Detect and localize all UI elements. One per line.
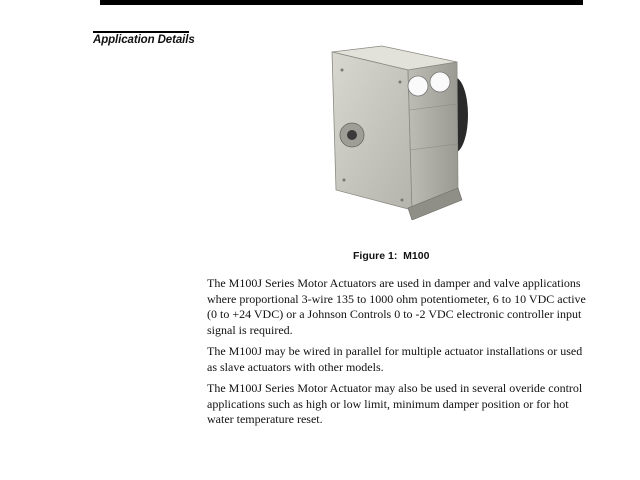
body-text [207, 276, 587, 434]
paragraph: The M100J may be wired in parallel for multiple actuator installations or used as slave actuators with other models. [207, 344, 583, 374]
motor-actuator-icon [312, 40, 472, 220]
section-rule [93, 31, 189, 33]
section-title: Application Details [93, 34, 195, 46]
paragraph: The M100J Series Motor Actuators are used in damper and valve applications where proportional 3-wire 135 to 1000 ohm potentiometer, 6 to 10 VDC active (0 to +24 VDC) or a Johnson Controls 0 to -2 VDC electronic controller input signal is required. [207, 276, 586, 337]
figure-image [312, 40, 472, 220]
paragraph: The M100J Series Motor Actuator may also be used in several overide control applications such as high or low limit, minimum damper position or for hot water temperature reset. [207, 381, 583, 426]
figure-caption: Figure 1: M100 [353, 250, 430, 262]
header-bar [100, 0, 583, 5]
